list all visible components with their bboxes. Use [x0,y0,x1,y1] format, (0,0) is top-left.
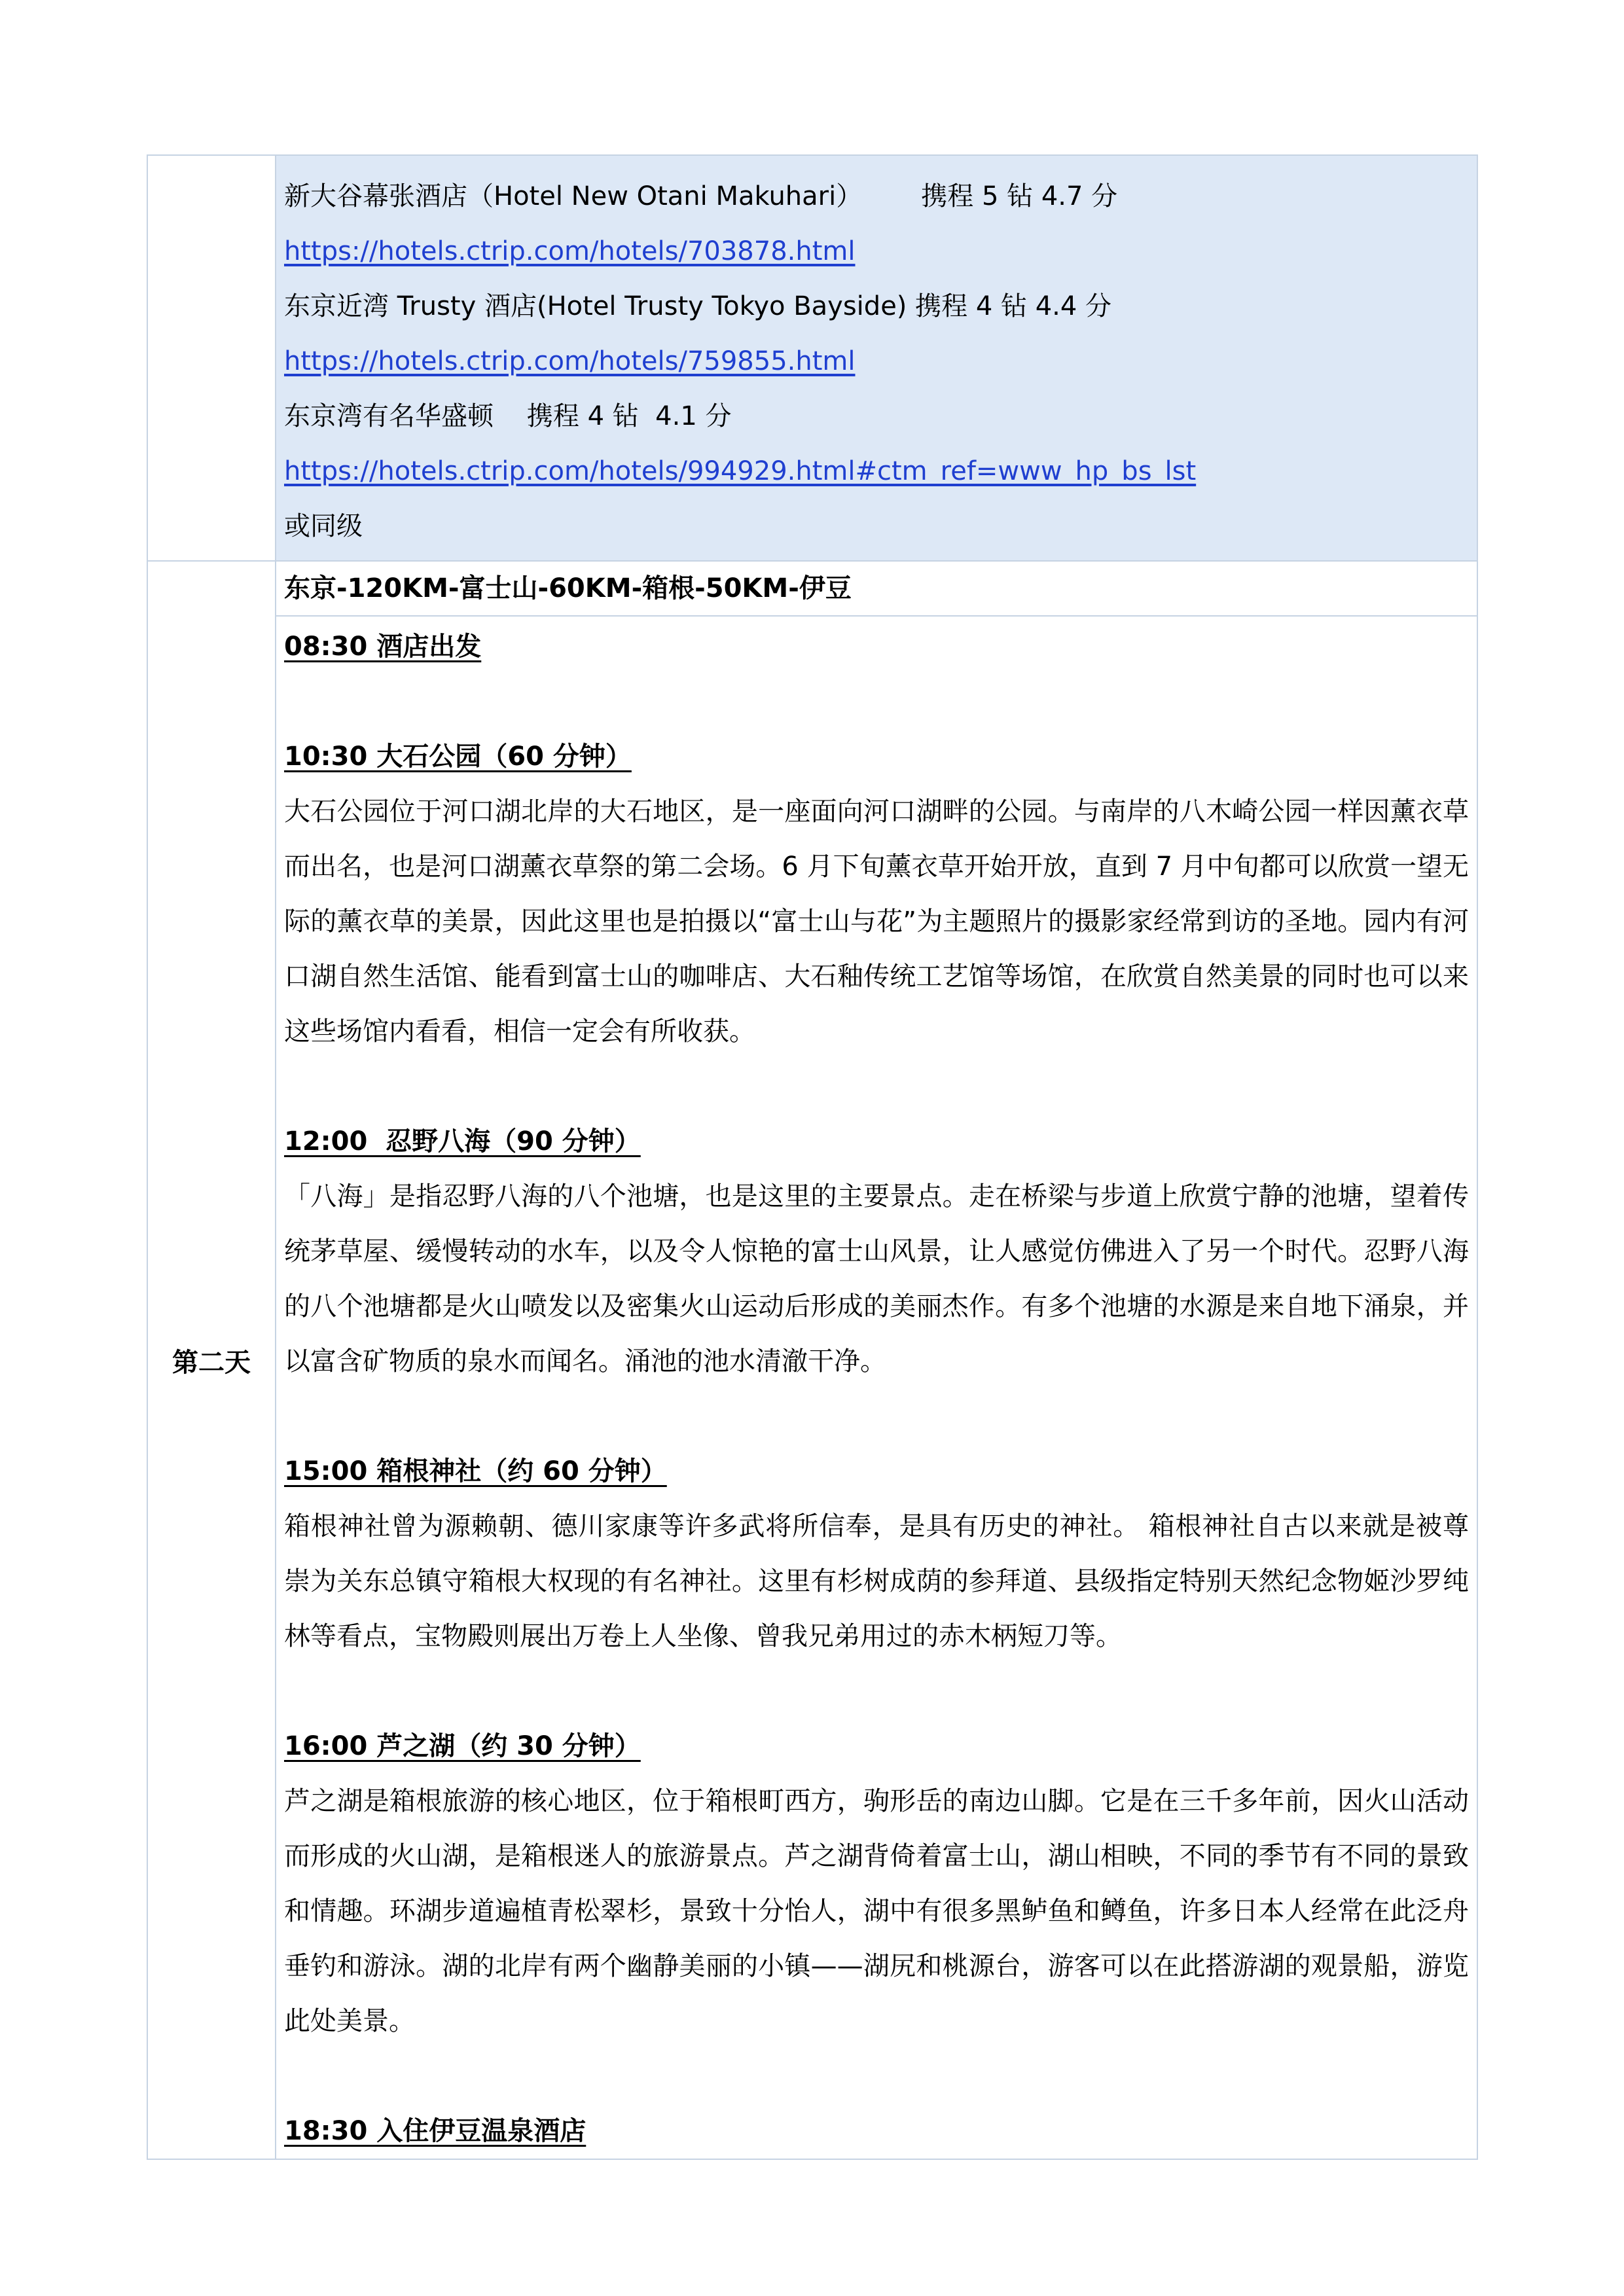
item-heading-text: 18:30 入住伊豆温泉酒店 [284,2116,586,2146]
day2-route: 东京-120KM-富士山-60KM-箱根-50KM-伊豆 [276,561,1477,616]
day-cell-empty [147,155,276,561]
spacer [284,1664,1469,1719]
item-heading-text: 10:30 大石公园（60 分钟） [284,742,632,772]
hotel-2-link[interactable]: https://hotels.ctrip.com/hotels/759855.html [284,346,856,376]
item-heading-text: 15:00 箱根神社（约 60 分钟） [284,1456,667,1486]
item-heading-text: 16:00 芦之湖（约 30 分钟） [284,1731,641,1761]
item-paragraph: 箱根神社曾为源赖朝、德川家康等许多武将所信奉，是具有历史的神社。 箱根神社自古以来就是被尊崇为关东总镇守箱根大权现的有名神社。这里有杉树成荫的参拜道、县级指定特别天然纪念物姬沙罗纯林等看点，宝物殿则展出万卷上人坐像、曾我兄弟用过的赤木柄短刀等。 [284,1511,1469,1651]
day-label: 第二天 [147,561,276,2159]
hotel-3-link-line [284,444,1470,499]
spacer [284,1059,1469,1114]
hotel-list-cell [276,155,1477,561]
day2-detail-row [147,616,1477,2159]
hotel-1 [284,169,1470,224]
hotel-row [147,155,1477,561]
spacer [284,1389,1469,1444]
item-paragraph: 芦之湖是箱根旅游的核心地区，位于箱根町西方，驹形岳的南边山脚。它是在三千多年前，因火山活动而形成的火山湖，是箱根迷人的旅游景点。芦之湖背倚着富士山，湖山相映，不同的季节有不同的景致和情趣。环湖步道遍植青松翠杉，景致十分怡人，湖中有很多黑鲈鱼和鳟鱼，许多日本人经常在此泛舟垂钓和游泳。湖的北岸有两个幽静美丽的小镇——湖尻和桃源台，游客可以在此搭游湖的观景船，游览此处美景。 [284,1786,1469,2036]
item-heading-text: 08:30 酒店出发 [284,632,482,662]
hotel-3-link[interactable]: https://hotels.ctrip.com/hotels/994929.html#ctm_ref=www_hp_bs_lst [284,456,1197,486]
hotel-2: 东京近湾 Trusty 酒店(Hotel Trusty Tokyo Bayside) 携程 4 钻 4.4 分 [284,291,1112,321]
hotel-1-link[interactable]: https://hotels.ctrip.com/hotels/703878.html [284,236,856,266]
hotel-2-link-line [284,334,1470,389]
hotel-1-name: 新大谷幕张酒店（Hotel New Otani Makuhari） [284,181,863,211]
item-heading [284,1719,1469,1774]
item-heading-text: 12:00 忍野八海（90 分钟） [284,1126,641,1157]
spacer [284,2049,1469,2104]
item-heading [284,1114,1469,1169]
day2-details [276,616,1477,2159]
spacer [284,674,1469,729]
item-heading [284,1444,1469,1499]
item-heading [284,619,1469,674]
item-paragraph: 「八海」是指忍野八海的八个池塘，也是这里的主要景点。走在桥梁与步道上欣赏宁静的池塘，望着传统茅草屋、缓慢转动的水车，以及令人惊艳的富士山风景，让人感觉仿佛进入了另一个时代。忍野八海的八个池塘都是火山喷发以及密集火山运动后形成的美丽杰作。有多个池塘的水源是来自地下涌泉，并以富含矿物质的泉水而闻名。涌池的池水清澈干净。 [284,1181,1469,1376]
itinerary-table [147,154,1478,2160]
hotel-1-rating: 携程 5 钻 4.7 分 [921,181,1118,211]
hotel-1-link-line [284,224,1470,279]
item-heading [284,729,1469,784]
item-heading [284,2104,1469,2159]
hotel-3: 东京湾有名华盛顿 携程 4 钻 4.1 分 [284,401,732,431]
hotel-equivalent: 或同级 [284,511,363,541]
item-paragraph: 大石公园位于河口湖北岸的大石地区，是一座面向河口湖畔的公园。与南岸的八木崎公园一样因薰衣草而出名，也是河口湖薰衣草祭的第二会场。6 月下旬薰衣草开始开放，直到 7 月中旬都可以欣赏一望无际的薰衣草的美景，因此这里也是拍摄以“富士山与花”为主题照片的摄影家经常到访的圣地。园内有河口湖自然生活馆、能看到富士山的咖啡店、大石釉传统工艺馆等场馆，在欣赏自然美景的同时也可以来这些场馆内看看，相信一定会有所收获。 [284,797,1469,1047]
day2-route-row [147,561,1477,616]
